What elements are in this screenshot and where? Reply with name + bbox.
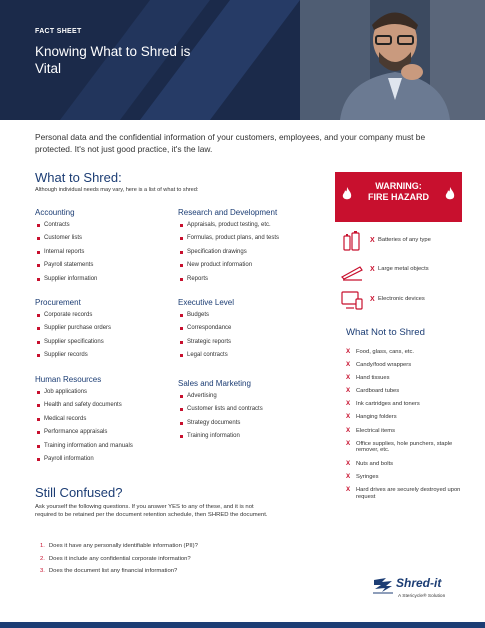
research-development-list [180, 219, 279, 286]
list-item: Correspondance [180, 322, 231, 335]
list-item-label: Office supplies, hole punchers, staple remover, etc. [356, 440, 453, 454]
what-to-shred-title: What to Shred: [35, 170, 122, 185]
list-item: Training information and manuals [37, 440, 133, 453]
list-item [346, 414, 466, 421]
logo-name: Shred-it [396, 576, 442, 590]
group-title-sales-marketing: Sales and Marketing [178, 379, 251, 388]
logo-mark-icon [372, 576, 394, 594]
x-mark: X [346, 400, 351, 408]
x-mark: X [346, 426, 351, 434]
sales-marketing-list [180, 390, 263, 444]
list-item: Advertising [180, 390, 263, 403]
question-text: Does it have any personally identifiable information (PII)? [48, 543, 198, 549]
list-item: Reports [180, 273, 279, 286]
list-item: Budgets [180, 309, 231, 322]
procurement-list [37, 309, 111, 363]
fire-hazard-warning [335, 172, 462, 222]
list-item: New product information [180, 259, 279, 272]
fact-sheet-label: FACT SHEET [35, 28, 82, 35]
not-to-shred-list [346, 349, 466, 507]
list-item [346, 349, 466, 356]
question-number: 2. [40, 555, 45, 562]
still-confused-title: Still Confused? [35, 485, 123, 500]
list-item-label: Food, glass, cans, etc. [356, 349, 414, 355]
x-mark: X [346, 439, 351, 447]
x-mark: X [346, 413, 351, 421]
list-item: Internal reports [37, 246, 97, 259]
list-item-label: Hanging folders [356, 414, 397, 421]
question-item [40, 565, 198, 578]
list-item: Strategic reports [180, 336, 231, 349]
battery-icon [340, 230, 364, 254]
list-item: Supplier information [37, 273, 97, 286]
list-item-label: Electrical items [356, 427, 395, 434]
list-item [346, 487, 466, 501]
x-mark: X [346, 374, 351, 382]
list-item [346, 428, 466, 435]
list-item: Training information [180, 430, 263, 443]
list-item [346, 388, 466, 395]
electronic-devices-icon [340, 289, 364, 313]
hazard-label: Large metal objects [378, 266, 429, 272]
list-item: Payroll information [37, 453, 133, 466]
list-item: Strategy documents [180, 417, 263, 430]
header-banner [0, 0, 485, 120]
warning-line-1: WARNING: [375, 181, 422, 191]
footer-bar [0, 622, 485, 628]
logo-tagline: A Stericycle® Solution [398, 594, 446, 599]
list-item-label: Hard drives are securely destroyed upon request [356, 486, 461, 500]
hazard-label: Electronic devices [378, 296, 425, 302]
x-mark: X [346, 387, 351, 395]
list-item-label: Hand tissues [356, 375, 390, 382]
list-item [346, 362, 466, 369]
question-number: 1. [40, 543, 45, 549]
question-text: Does it include any confidential corporate information? [48, 555, 191, 562]
list-item-label: Candy/food wrappers [356, 362, 412, 369]
group-title-human-resources: Human Resources [35, 375, 102, 384]
what-to-shred-subtitle: Although individual needs may vary, here is a list of what to shred: [35, 187, 199, 193]
question-text: Does the document list any financial information? [48, 568, 178, 574]
group-title-executive-level: Executive Level [178, 298, 235, 307]
x-mark: X [346, 459, 351, 467]
list-item [346, 461, 466, 468]
human-resources-list [37, 386, 133, 466]
list-item-label: Nuts and bolts [356, 460, 394, 467]
question-item [40, 540, 198, 553]
list-item [346, 474, 466, 481]
list-item: Medical records [37, 413, 133, 426]
hazard-item [340, 230, 460, 254]
list-item [346, 441, 466, 455]
list-item: Contracts [37, 219, 97, 232]
x-mark: X [370, 237, 375, 244]
list-item-label: Syringes [356, 473, 379, 480]
metal-objects-icon [340, 259, 364, 283]
list-item: Appraisals, product testing, etc. [180, 219, 279, 232]
page-title: Knowing What to Shred is Vital [35, 44, 191, 76]
x-mark: X [370, 296, 375, 303]
list-item [346, 401, 466, 408]
list-item: Formulas, product plans, and tests [180, 232, 279, 245]
x-mark: X [346, 361, 351, 369]
list-item: Supplier records [37, 349, 111, 362]
question-list [40, 540, 198, 578]
list-item: Legal contracts [180, 349, 231, 362]
list-item: Job applications [37, 386, 133, 399]
group-title-accounting: Accounting [35, 208, 75, 217]
list-item-label: Ink cartridges and toners [356, 401, 420, 408]
list-item: Customer lists and contracts [180, 403, 263, 416]
x-mark: X [346, 472, 351, 480]
what-not-to-shred-title: What Not to Shred [346, 327, 425, 338]
question-item [40, 553, 198, 566]
intro-paragraph: Personal data and the confidential information of your customers, employees, and your company must be protected. It's not just good practice, it's the law. [35, 132, 426, 154]
flame-icon [445, 187, 455, 201]
list-item: Performance appraisals [37, 426, 133, 439]
x-mark: X [370, 266, 375, 273]
list-item [346, 375, 466, 382]
executive-level-list [180, 309, 231, 363]
still-confused-body: Ask yourself the following questions. If you answer YES to any of these, and it is not required to be retained per the document retention schedule, then SHRED the document. [35, 504, 268, 519]
x-mark: X [346, 485, 351, 493]
shred-it-logo [372, 574, 462, 608]
list-item: Customer lists [37, 232, 97, 245]
warning-text [335, 181, 462, 203]
hazard-label: Batteries of any type [378, 237, 431, 243]
list-item: Supplier purchase orders [37, 322, 111, 335]
group-title-research-development: Research and Development [178, 208, 278, 217]
list-item: Payroll statements [37, 259, 97, 272]
accounting-list [37, 219, 97, 286]
question-number: 3. [40, 568, 45, 574]
warning-line-2: FIRE HAZARD [368, 192, 429, 202]
list-item: Health and safety documents [37, 399, 133, 412]
group-title-procurement: Procurement [35, 298, 81, 307]
hazard-item [340, 289, 460, 313]
list-item: Corporate records [37, 309, 111, 322]
list-item: Specification drawings [180, 246, 279, 259]
hazard-item [340, 259, 460, 283]
header-photo [300, 0, 485, 120]
list-item: Supplier specifications [37, 336, 111, 349]
list-item-label: Cardboard tubes [356, 388, 400, 395]
x-mark: X [346, 348, 351, 355]
